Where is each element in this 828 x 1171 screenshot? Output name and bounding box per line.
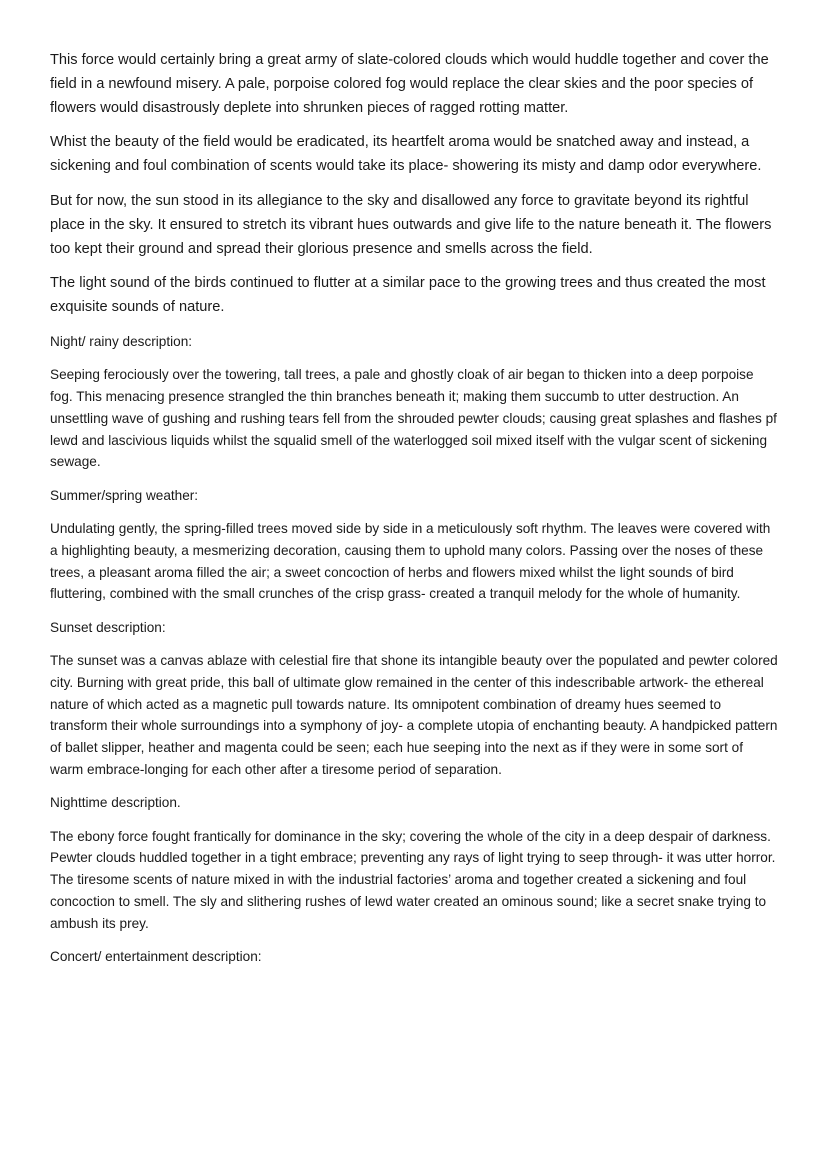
paragraph: Whist the beauty of the field would be eradicated, its heartfelt aroma would be snatched away and instead, a sickening and foul combination of scents would take its place- showering its misty and damp odor everywhere. bbox=[50, 134, 762, 175]
section-body-sunset: The sunset was a canvas ablaze with celestial fire that shone its intangible beauty over the populated and pewter colored city. Burning with great pride, this ball of ultimate glow remained in the center of this indescribable artwork- the ethereal nature of which acted as a magnetic pull towards nature. Its omnipotent combination of dreamy hues seemed to transform their whole surroundings into a symphony of joy- a complete utopia of enchanting beauty. A handpicked pattern of ballet slipper, heather and magenta could be seen; each hue seeping into the next as if they were in some sort of warm embrace-longing for each other after a tiresome period of separation. bbox=[50, 653, 778, 778]
section-heading-summer-spring: Summer/spring weather: bbox=[50, 487, 199, 503]
section-heading-night-rainy: Night/ rainy description: bbox=[50, 333, 193, 349]
section-heading-concert: Concert/ entertainment description: bbox=[50, 949, 262, 965]
section-heading-nighttime: Nighttime description. bbox=[50, 795, 181, 811]
section-body-night-rainy: Seeping ferociously over the towering, tall trees, a pale and ghostly cloak of air began to thicken into a deep porpoise fog. This menacing presence strangled the thin branches beneath it; making them succumb to utter destruction. An unsettling wave of gushing and rushing tears fell from the shrouded pewter clouds; causing great splashes and flashes pf lewd and lascivious liquids whilst the squalid smell of the waterlogged soil mixed itself with the vulgar scent of sickening sewage. bbox=[50, 367, 777, 470]
document-body bbox=[50, 49, 778, 979]
description-sections bbox=[50, 331, 778, 968]
paragraph: This force would certainly bring a great army of slate-colored clouds which would huddle together and cover the field in a newfound misery. A pale, porpoise colored fog would replace the clear skies and the poor species of flowers would disastrously deplete into shrunken pieces of ragged rotting matter. bbox=[50, 52, 769, 116]
section-body-summer-spring: Undulating gently, the spring-filled trees moved side by side in a meticulously soft rhythm. The leaves were covered with a highlighting beauty, a mesmerizing decoration, causing them to uphold many colors. Passing over the noses of these trees, a pleasant aroma filled the air; a sweet concoction of herbs and flowers mixed whilst the light sounds of bird fluttering, combined with the small crunches of the crisp grass- created a tranquil melody for the whole of humanity. bbox=[50, 521, 771, 602]
paragraph: The light sound of the birds continued to flutter at a similar pace to the growing trees and thus created the most exquisite sounds of nature. bbox=[50, 275, 766, 316]
section-body-nighttime: The ebony force fought frantically for dominance in the sky; covering the whole of the city in a deep despair of darkness. Pewter clouds huddled together in a tight embrace; preventing any rays of light trying to seep through- it was utter horror. The tiresome scents of nature mixed in with the industrial factories’ aroma and together created a sickening and foul concoction to smell. The sly and slithering rushes of lewd water created an ominous sound; like a secret snake trying to ambush its prey. bbox=[50, 828, 776, 931]
section-heading-sunset: Sunset description: bbox=[50, 619, 166, 635]
intro-paragraphs bbox=[50, 49, 778, 320]
paragraph: But for now, the sun stood in its allegiance to the sky and disallowed any force to gravitate beyond its rightful place in the sky. It ensured to stretch its vibrant hues outwards and give life to the nature beneath it. The flowers too kept their ground and spread their glorious presence and smells across the field. bbox=[50, 192, 772, 257]
